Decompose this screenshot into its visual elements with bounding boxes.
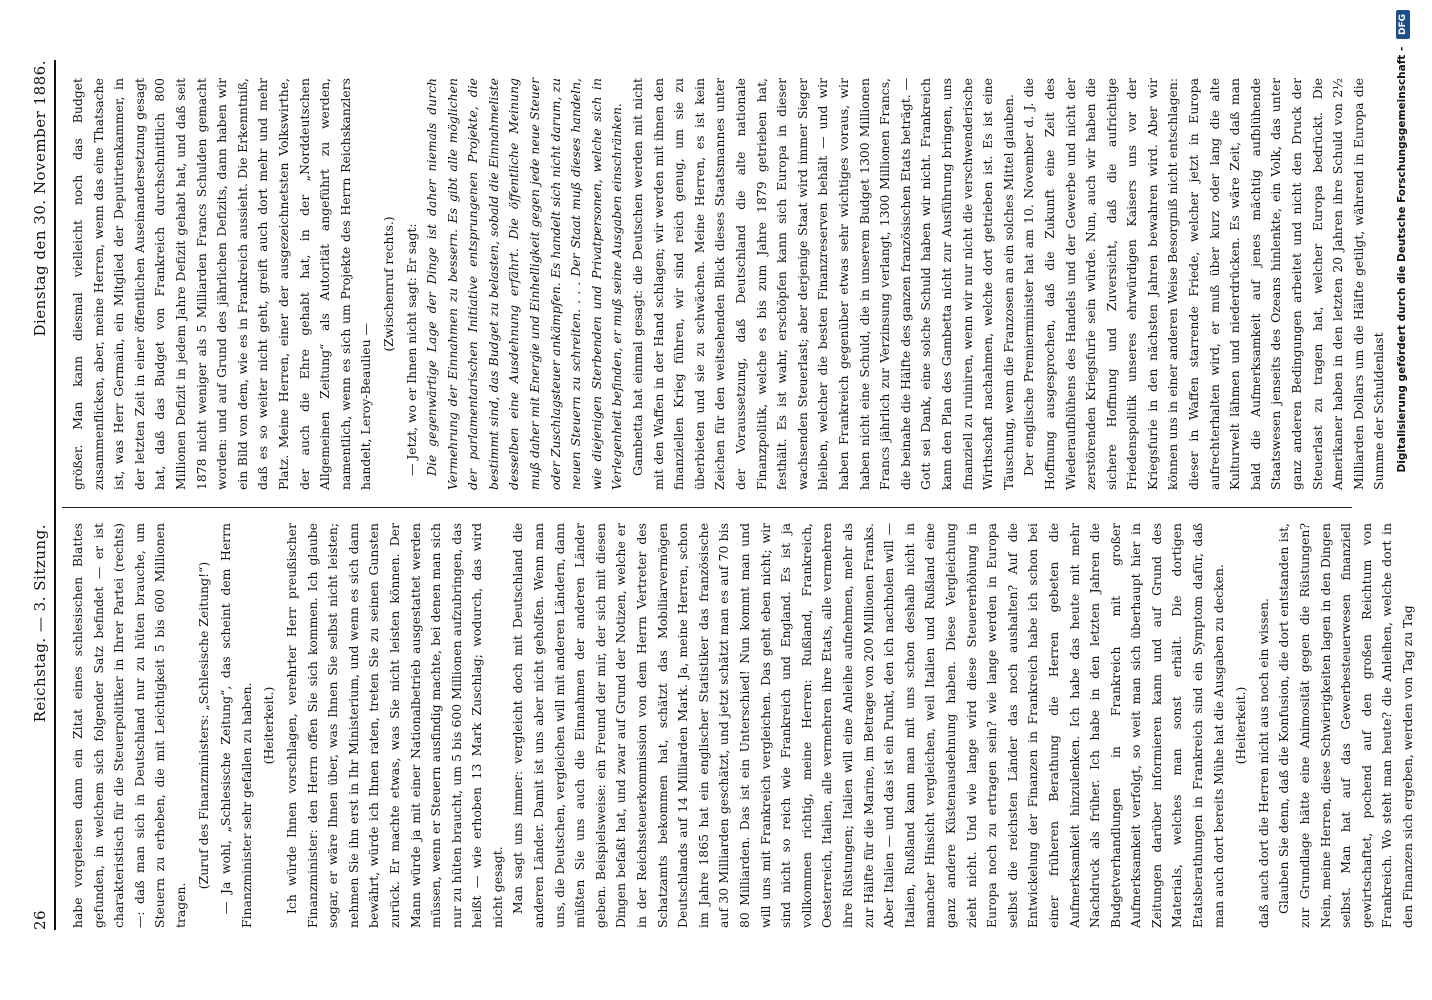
paragraph: Ich würde Ihnen vorschlagen, verehrter Herr preußischer Finanzminister: den Herrn offen Sie sich kommen. Ich glaube sogar, er wäre Ihnen über, was Ihnen Sie selbst nicht leisten; nehmen Sie ihn erst in Ihr Ministerium, und wenn es sich dann bewährt, würde ich Ihnen raten, treten Sie zu seinen Gunsten zurück. Er machte etwas, was Sie nicht leisten können. Der Mann würde ja mit einer Nationalbetrieb ausgestattet werden müssen, wenn er Steuern ausfindig machte, bei denen man sich nur zu hüten braucht, um 5 bis 600 Millionen aufzubringen, das heißt — wie erhoben 13 Mark Zuschlag; wodurch, das wird nicht gesagt.	[283, 523, 505, 928]
column-divider	[62, 507, 1352, 508]
session-date: Dienstag den 30. November 1886.	[31, 60, 49, 337]
left-column	[68, 523, 1419, 928]
paragraph: daß auch dort die Herren nicht aus noch ein wissen.	[1255, 598, 1271, 928]
digitization-note	[1391, 10, 1413, 990]
session-title: Reichstag. — 3. Sitzung.	[31, 524, 49, 723]
interjection: (Zuruf des Finanzministers: „Schlesische Zeitung!“)	[195, 561, 211, 890]
paragraph: Der englische Premierminister hat am 10. November d. J. die Hoffnung ausgesprochen, daß die Zukunft eine Zeit des Wiederaufblühens des Handels und der Gewerbe und nicht der zerstörenden Kriegsfurie sein würde. Nun, auch wir haben die sichere Hoffnung und Zuversicht, daß die aufrichtige Friedenspolitik unseres ehrwürdigen Kaisers uns vor der Kriegsfurie in den nächsten Jahren bewahren wird. Aber wir können uns in einer anderen Weise Besorgniß nicht entschlagen: dieser in Waffen starrende Friede, welcher jetzt in Europa aufrechterhalten wird, er muß über kurz oder lang die alte Kulturwelt lähmen und niederdrücken. Es wäre Zeit, daß man bald die Aufmerksamkeit auf jenes mächtig aufblühende Staatswesen jenseits des Ozeans hinlenkte, ein Volk, das unter ganz anderen Bedingungen arbeitet und nicht den Druck der Steuerlast zu tragen hat, welcher Europa bedrückt. Die Amerikaner haben in den letzten 20 Jahren ihre Schuld von 2½ Milliarden Dollars um die Hälfte getilgt, während in Europa die Summe der Schuldenlast	[1021, 78, 1387, 490]
paragraph: — Ja wohl, „Schlesische Zeitung“, das scheint dem Herrn Finanzminister sehr gefallen zu haben.	[218, 523, 254, 928]
paragraph: Gambetta hat einmal gesagt: die Deutschen werden mit nicht mit den Waffen in der Hand schlagen; wir werden mit ihnen den finanziellen Krieg führen, wir sind reich genug, um sie zu überbieten und sie zu schwächen. Meine Herren, es ist kein Zeichen für den weitsehenden Blick dieses Staatsmannes unter der Voraussetzung, daß Deutschland die alte nationale Finanzpolitik, welche es bis zum Jahre 1879 getrieben hat, festhält. Es ist wahr, erschöpfen kann sich Europa in dieser wachsenden Steuerlast; aber derjenige Staat wird immer Sieger bleiben, welcher die besten Finanzreserven behält — und wir haben Frankreich gegenüber etwas sehr wichtiges voraus, wir haben nicht eine Schuld, die in unserem Budget 1300 Millionen Francs jährlich zur Verzinsung verlangt, 1300 Millionen Francs, die beinahe die Hälfte des ganzen französischen Etats beträgt. — Gott sei Dank, eine solche Schuld haben wir nicht. Frankreich kann den Plan des Gambetta nicht zur Ausführung bringen, uns finanziell zu ruiniren, wenn wir nur nicht die verschwenderische Wirthschaft nachahmen, welche dort getrieben ist. Es ist eine Täuschung, wenn die Franzosen an ein solches Mittel glauben.	[630, 78, 1016, 490]
interjection: (Heiterkeit.)	[261, 686, 277, 765]
paragraph: habe vorgelesen dann ein Zitat eines schlesischen Blattes gefunden, in welchem sich folgender Satz befindet — er ist charakteristisch für die Steuerpolitiker in Ihrer Partei (rechts) —: daß man sich in Deutschland nur zu hüten brauche, um Steuern zu erheben, die mit Leichtigkeit 5 bis 600 Millionen tragen.	[70, 523, 188, 928]
interjection: (Heiterkeit.)	[1233, 686, 1249, 765]
header-rule	[54, 60, 56, 930]
quotation: Die gegenwärtige Lage der Dinge ist daher niemals durch Vermehrung der Einnahmen zu bessern. Es gibt alle möglichen der parlamentarischen Initiative entsprungenen Projekte, die bestimmt sind, das Budget zu belasten, sobald die Einnahmeliste desselben eine Ausdehnung erfährt. Die öffentliche Meinung muß daher mit Energie und Einhelligkeit gegen jede neue Steuer oder Zuschlagsteuer ankämpfen. Es handelt sich nicht darum, zu neuen Steuern zu schreiten. . . . Der Staat muß dieses handeln, wie diejenigen Sterbenden und Privatpersonen, welche sich in Verlegenheit befinden, er muß seine Ausgaben einschränken.	[424, 78, 625, 490]
dfg-logo: DFG	[1396, 10, 1410, 39]
page-number: 26	[31, 909, 49, 930]
paragraph: — Jetzt, wo er Ihnen nicht sagt: Er sagt:	[403, 223, 419, 476]
right-column	[68, 78, 1390, 490]
digitization-note-text: Digitalisierung gefördert durch die Deutsche Forschungsgemeinschaft -	[1396, 46, 1408, 473]
running-header	[30, 60, 50, 930]
paragraph: Man sagt uns immer: vergleicht doch mit Deutschland die anderen Länder. Damit ist uns aber nicht geholfen. Wenn man uns, die Deutschen, vergleichen will mit anderen Ländern, dann müßten Sie uns auch die Einnahmen der anderen Länder geben. Beispielsweise: ein Freund der mir, der sich mit diesen Dingen befaßt hat, und zwar auf Grund der Notizen, welche er in der Reichssteuerkommission von dem Herrn Vertreter des Schatzamts bekommen hat, schätzt das Mobiliarvermögen Deutschlands auf 14 Milliarden Mark. Ja, meine Herren, schon im Jahre 1865 hat ein englischer Statistiker das französische auf 30 Milliarden geschätzt, und jetzt schätzt man es auf 70 bis 80 Milliarden. Das ist ein Unterschied! Nun kommt man und will uns mit Frankreich vergleichen. Das geht eben nicht; wir sind nicht so reich wie Frankreich und England. Es ist ja vollkommen richtig, meine Herren: Rußland, Frankreich, Oesterreich, Italien, alle vermehren ihre Etats, alle vermehren ihre Rüstungen; Italien will eine Anleihe aufnehmen, mehr als zur Hälfte für die Marine, im Betrage von 200 Millionen Franks. Aber Italien — und das ist ein Punkt, den ich nachholen will — Italien, Rußland kann man mit uns schon deshalb nicht in mancher Hinsicht vergleichen, weil Italien und Rußland eine ganz andere Küstenausdehnung haben. Diese Vergleichung zieht nicht. Und wie lange wird diese Steuererhöhung in Europa noch zu ertragen sein? wie lange werden in Europa selbst die reichsten Länder das noch aushalten? Auf die Entwickelung der Finanzen in Frankreich habe ich schon bei einer früheren Berathung die Herren gebeten die Aufmerksamkeit hinzulenken. Ich habe das heute mit mehr Nachdruck als früher. Ich habe in den letzten Jahren die Budgetverhandlungen in Frankreich mit großer Aufmerksamkeit verfolgt, so weit man sich überhaupt hier in Zeitungen darüber informieren kann und auf Grund des Materials, welches man sonst erhält. Die dortigen Etatsberathungen in Frankreich sind ein Symptom dafür, daß man auch dort bereits Mühe hat die Ausgaben zu decken.	[510, 523, 1226, 928]
interjection: (Zwischenruf rechts.)	[380, 216, 396, 352]
paragraph: Glauben Sie denn, daß die Konfusion, die dort entstanden ist, zur Grundlage hätte eine Animosität gegen die Rüstungen? Nein, meine Herren, diese Schwierigkeiten lagen in den Dingen selbst. Man hat auf das Gewerbesteuerwesen finanziell gewirtschaftet, pochend auf den großen Reichtum von Frankreich. Wo steht man heute? die Anleihen, welche dort in den Finanzen sich ergeben, werden von Tag zu Tag	[1276, 523, 1415, 928]
paragraph: größer. Man kann diesmal vielleicht noch das Budget zusammenflicken, aber, meine Herren, wenn das eine Thatsache ist, was Herr Germain, ein Mitglied der Deputirtenkammer, in der letzten Zeit in einer öffentlichen Auseinandersetzung gesagt hat, daß das Budget von Frankreich durchschnittlich 800 Millionen Defizit in jedem Jahre Defizit gehabt hat, und daß seit 1878 nicht weniger als 5 Milliarden Francs Schulden gemacht worden: und auf Grund des jährlichen Defizits, dann haben wir ein Bild von dem, wie es in Frankreich aussieht. Die Erkenntniß, daß es so weiter nicht geht, greift auch dort mehr und mehr Platz. Meine Herren, einer der ausgezeichnetsten Volkswirthe, der auch die Ehre gehabt hat, in der „Norddeutschen Allgemeinen Zeitung“ als Autorität angeführt zu werden, namentlich, wenn es sich um Projekte des Herrn Reichskanzlers handelt, Leroy-Beaulieu —	[70, 78, 374, 490]
